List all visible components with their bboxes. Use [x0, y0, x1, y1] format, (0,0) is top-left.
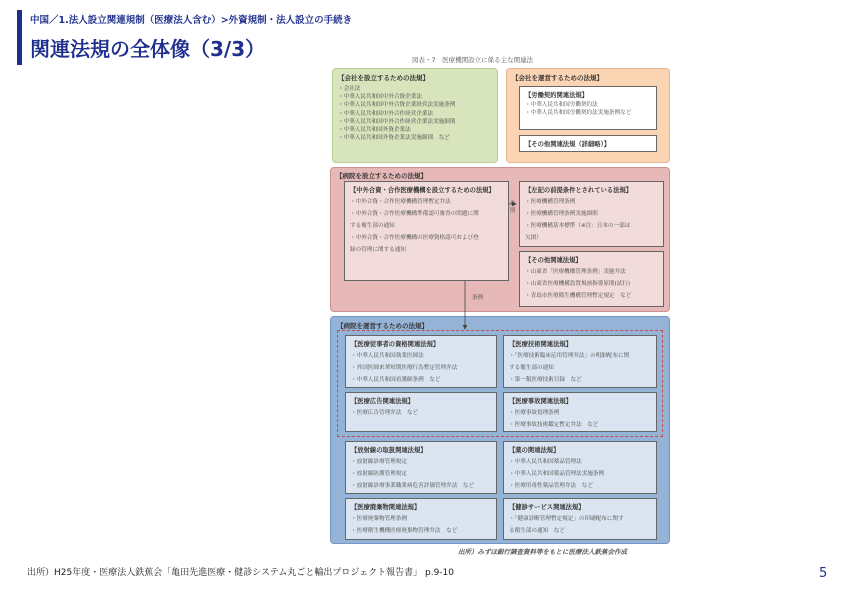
law-list: [525, 196, 660, 244]
law-item: ・中華人民共和国薬品管理法: [509, 459, 582, 465]
law-list: [509, 513, 653, 537]
law-item: ・会社法: [338, 86, 361, 92]
law-item: ・中華人民共和国外資企業法: [338, 127, 411, 134]
law-item: ・医療用毒性薬品管理弁法 など: [509, 483, 593, 489]
panel-heading: 【会社を設立するための法規】: [338, 74, 429, 82]
arrow-label-reference: 参照: [510, 201, 516, 214]
box-title: 【医療廃棄物関連法規】: [351, 504, 421, 511]
law-item: ・中外合資・合作医療機構準備認可審査の問題に関: [350, 211, 479, 217]
law-item: ・山東省「医療機構管理条例」実施弁法: [525, 269, 626, 275]
box-medical-waste-law: [345, 498, 497, 540]
law-list: [351, 456, 493, 492]
box-qualification-law: [345, 335, 497, 388]
box-joint-venture-law: [344, 181, 509, 281]
panel-heading: 【病院を運営するための法規】: [337, 322, 428, 330]
box-related-law: [519, 251, 664, 307]
law-item: 録の管理に関する通知: [350, 247, 406, 253]
law-item: する衛生部の通知: [509, 365, 554, 371]
law-list: [350, 196, 505, 256]
box-title: 【左記の前提条件とされている法規】: [525, 187, 633, 194]
figure-title: 図表・7 医療機関設立に係る主な関連法: [412, 56, 534, 64]
law-item: ・医療機構管理条例: [525, 199, 576, 205]
breadcrumb: 中国／1.法人設立関連規制（医療法人含む）>外資規制・法人設立の手続き: [30, 15, 353, 26]
law-list: [509, 350, 653, 386]
law-item: る衛生部の通知 など: [509, 528, 565, 534]
box-title: 【医療広告関連法規】: [351, 398, 414, 405]
law-item: ・中華人民共和国薬品管理法実施条例: [509, 471, 605, 477]
panel-establish-company: [332, 68, 498, 163]
law-item: ・中華人民共和国中外合作経営企業法実施細則: [338, 118, 456, 125]
law-list: [509, 456, 653, 492]
law-item: ・「健康診断管理暫定規定」の印刷配布に関す: [509, 516, 624, 522]
page-number: 5: [819, 566, 828, 581]
box-health-checkup-law: [503, 498, 657, 540]
law-list: [509, 407, 653, 431]
law-item: ・医療機構基本標準（※注：日本の一部は: [525, 223, 631, 229]
box-radiation-law: [345, 441, 497, 494]
box-title: 【労働契約関連法規】: [525, 92, 588, 99]
box-title: 【その他関連法規（詳細略）】: [525, 141, 611, 148]
figure-source-caption: 出所）みずほ銀行調査資料等をもとに医療法人鉄蕉会作成: [458, 548, 627, 556]
law-list: [351, 407, 493, 419]
law-item: ・医療事故処理条例: [509, 410, 560, 416]
box-title: 【薬の関連法規】: [509, 447, 560, 454]
box-drug-law: [503, 441, 657, 494]
law-item: ・外国医師来華短期医療行為暫定管理弁法: [351, 365, 458, 371]
law-item: ・第一類医療技術目録 など: [509, 377, 582, 383]
panel-heading: 【会社を運営するための法規】: [512, 74, 603, 82]
footer-source: 出所）H25年度・医療法人鉄蕉会「亀田先進医療・健診システム丸ごと輸出プロジェクト報告書」 p.9-10: [27, 568, 455, 578]
law-item: ・中華人民共和国中外合資企業法: [338, 94, 422, 101]
box-labor-law: [519, 86, 657, 130]
box-medical-advertising-law: [345, 392, 497, 432]
law-item: ・中華人民共和国中外合資企業経営法実施条例: [338, 102, 456, 109]
box-title: 【医療事故関連法規】: [509, 398, 572, 405]
box-medical-accident-law: [503, 392, 657, 432]
box-premise-law: [519, 181, 664, 247]
law-list: [525, 266, 660, 302]
panel-operate-company: [506, 68, 670, 163]
law-item: ・中華人民共和国外資企業法実施細則 など: [338, 135, 450, 142]
box-medical-technology-law: [503, 335, 657, 388]
law-list: [351, 513, 493, 537]
law-item: ・中外合資・合作医療機構管理暫定弁法: [350, 199, 451, 205]
law-item: ・山東省医療機構設置規画指導原則(試行): [525, 281, 631, 287]
panel-establish-hospital: [330, 167, 670, 312]
law-item: ・中華人民共和国看護師条例 など: [351, 377, 441, 383]
law-item: ・中華人民共和国執業医師法: [351, 353, 424, 359]
box-title: 【医療技術関連法規】: [509, 341, 572, 348]
law-item: ・放射線診療管理規定: [351, 459, 407, 465]
law-item: ・医療衛生機構医療廃棄物管理弁法 など: [351, 528, 458, 534]
arrow-label-condition: 条例: [472, 295, 484, 301]
law-item: ・中華人民共和国労働契約法: [525, 102, 598, 108]
law-item: ・放射線防護管理規定: [351, 471, 407, 477]
box-other-law: [519, 135, 657, 152]
law-list: [338, 85, 493, 142]
law-item: ・医療機構管理条例実施細則: [525, 211, 598, 217]
box-title: 【医療従事者の資格関連法規】: [351, 341, 440, 348]
law-item: ・青島市医療衛生機構管理暫定規定 など: [525, 293, 632, 299]
law-item: ・医療事故技術鑑定暫定弁法 など: [509, 422, 599, 428]
law-item: ・中華人民共和国労働契約法実施条例など: [525, 110, 632, 117]
box-title: 【中外合資・合作医療機構を設立するための法規】: [350, 187, 495, 194]
law-item: ・放射線診療事業職業病危害評価管理弁法 など: [351, 483, 475, 489]
page-title: 関連法規の全体像（3/3）: [30, 37, 266, 61]
law-list: [525, 101, 653, 118]
law-item: ・医療廃棄物管理条例: [351, 516, 407, 522]
box-title: 【健診サービス関連法規】: [509, 504, 585, 511]
panel-heading: 【病院を設立するための法規】: [336, 172, 427, 180]
law-item: ・中華人民共和国中外合作経営企業法: [338, 110, 434, 117]
box-title: 【その他関連法規】: [525, 257, 582, 264]
law-item: ・「医療技術臨床応用管理弁法」の明細配布に関: [509, 353, 630, 359]
box-title: 【放射線の取扱関連法規】: [351, 447, 427, 454]
law-item: する衛生部の通知: [350, 223, 395, 229]
law-item: 欠損）: [525, 235, 542, 241]
title-accent-bar: [17, 10, 22, 65]
law-list: [351, 350, 493, 386]
law-item: ・医療広告管理弁法 など: [351, 410, 419, 416]
law-item: ・中外合資・合作医療機構の医療資格認可および登: [350, 235, 479, 241]
